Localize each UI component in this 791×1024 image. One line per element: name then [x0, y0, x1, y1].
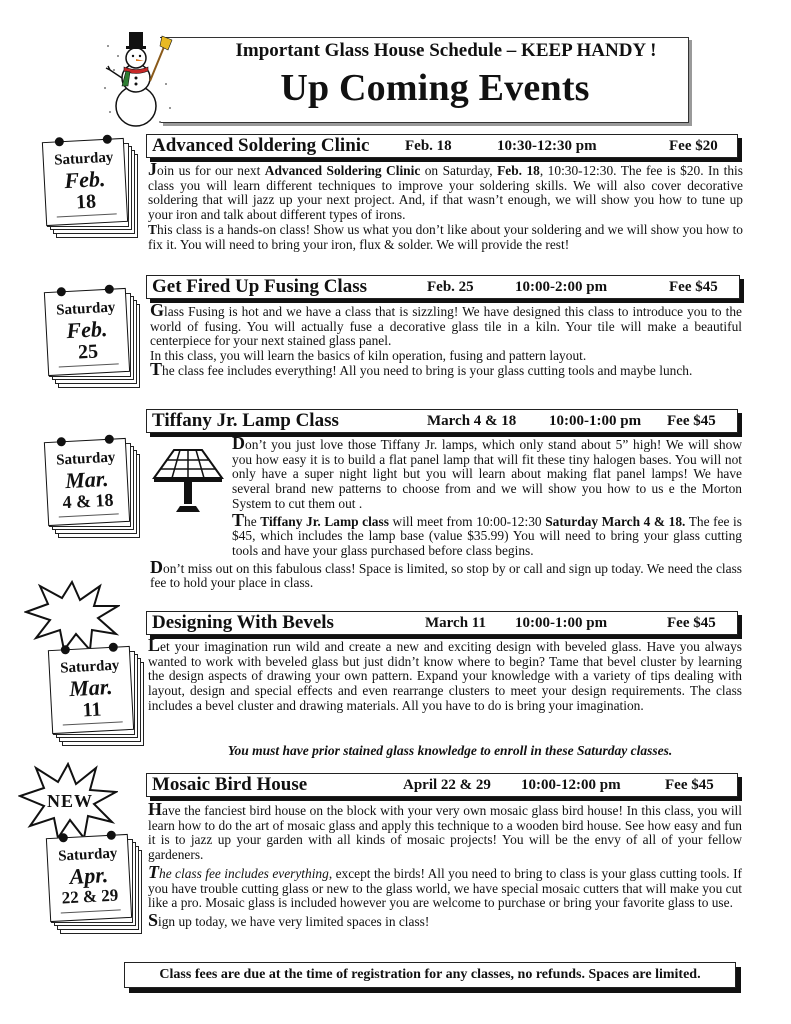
calendar-month: Mar. [68, 673, 114, 702]
calendar-number: 4 & 18 [62, 489, 114, 513]
calendar-event-2 [46, 290, 144, 390]
calendar-event-1 [44, 140, 142, 240]
calendar-month: Apr. [68, 862, 109, 889]
page-title: Up Coming Events [280, 67, 590, 109]
event-4-date: March 11 [425, 615, 486, 631]
event-3-date: March 4 & 18 [427, 413, 517, 429]
event-4-name: Designing With Bevels [152, 612, 334, 633]
header-subtitle: Important Glass House Schedule – KEEP HANDY ! [205, 40, 687, 62]
snowman-icon [100, 26, 176, 130]
event-2-fee: Fee $45 [669, 279, 718, 295]
event-2-name: Get Fired Up Fusing Class [152, 276, 368, 297]
footer-notice: Class fees are due at the time of registration for any classes, no refunds. Spaces are limited. [124, 962, 736, 988]
event-2-body: Glass Fusing is hot and we have a class that is sizzling! We have designed this class to introduce you to the world of fusing. You will actually fuse a decorative glass tile in a kiln. Your tile will make a beautiful centerpiece for your next stained glass panel. In this class, you will learn the basics of kiln operation, fusing and pattern layout. The class fee includes everything! All you need to bring is your glass cutting tools and maybe lunch. [150, 300, 742, 379]
event-1-name: Advanced Soldering Clinic [152, 135, 370, 156]
starburst-icon [24, 580, 120, 652]
calendar-day: Saturday [53, 149, 114, 169]
event-4-header [146, 611, 738, 635]
event-1-fee: Fee $20 [669, 138, 718, 154]
calendar-event-5 [48, 836, 146, 936]
calendar-number: 25 [77, 340, 99, 364]
calendar-event-3 [46, 440, 144, 540]
calendar-month: Feb. [65, 315, 108, 344]
event-5-time: 10:00-12:00 pm [521, 777, 621, 793]
event-3-name: Tiffany Jr. Lamp Class [152, 410, 339, 431]
event-2-date: Feb. 25 [427, 279, 474, 295]
event-2-header [146, 275, 740, 299]
calendar-month: Mar. [64, 465, 110, 494]
event-5-fee: Fee $45 [665, 777, 714, 793]
calendar-day: Saturday [57, 845, 118, 865]
event-3-fee: Fee $45 [667, 413, 716, 429]
event-4-fee: Fee $45 [667, 615, 716, 631]
event-3-body: Don’t you just love those Tiffany Jr. lamps, which only stand about 5” high! We will show you how easy it is to build a flat panel lamp that will fit these tiny halogen bases. You will not only have a super night light but you will learn about making flat panel lamps! We have several brand new patterns to choose from and we will show you how to us e the Morton System to cut them out . The Tiffany Jr. Lamp class will meet from 10:00-12:30 Saturday March 4 & 18. The fee is $45, which includes the lamp base (value $35.99) You will need to bring your glass cutting tools and have your glass purchased before class begins. Don’t miss out on this fabulous class! Space is limited, so stop by or call and sign up today. We need the class fee to hold your place in class. [150, 433, 742, 591]
event-1-time: 10:30-12:30 pm [497, 138, 597, 154]
event-1-date: Feb. 18 [405, 138, 452, 154]
calendar-event-4 [50, 648, 148, 748]
calendar-day: Saturday [59, 657, 120, 677]
prior-knowledge-note: You must have prior stained glass knowledge to enroll in these Saturday classes. [227, 743, 673, 758]
calendar-day: Saturday [55, 299, 116, 319]
event-4-body: Let your imagination run wild and create a new and exciting design with beveled glass. Have you always wanted to work with beveled glass but just didn’t know where to begin? Tame that bevel cluster by learning the design aspects of drawing your own pattern. Expand your knowledge with a variety of tips dealing with layout, design and special effects and even rearrange clusters to meet your design requirements. The class includes a bevel cluster and drawing materials. All you have to do is bring your imagination. [148, 635, 742, 713]
event-3-time: 10:00-1:00 pm [549, 413, 642, 429]
event-1-body: Join us for our next Advanced Soldering Clinic on Saturday, Feb. 18, 10:30-12:30. The fee is $20. In this class you will learn different techniques to improve your soldering skills. We will also cover decorative soldering that will jazz up your next project. And, if that wasn’t enough, we will show you how to tune up your iron and talk about different types of irons. This class is a hands-on class! Show us what you don’t like about your soldering and we will show you how to fix it. You will need to bring your iron, flux & solder. We will provide the rest! [148, 159, 743, 252]
event-1-header [146, 134, 738, 158]
calendar-number: 18 [75, 190, 97, 214]
event-2-time: 10:00-2:00 pm [515, 279, 608, 295]
new-badge: NEW [46, 791, 93, 811]
event-5-date: April 22 & 29 [403, 777, 491, 793]
calendar-number: 22 & 29 [61, 885, 119, 908]
calendar-number: 11 [82, 698, 103, 722]
calendar-month: Feb. [63, 165, 106, 194]
event-5-body: Have the fanciest bird house on the block with your very own mosaic glass bird house! In this class, you will learn how to do the art of mosaic glass and apply this technique to a wooden bird house. See how easy and fun it is to jazz up your garden with all kinds of mosaic projects! You will be the envy of all of your fellow gardeners. The class fee includes everything, except the birds! All you need to bring to class is your glass cutting tools. If you have trouble cutting glass or new to the glass world, we have special mosaic cutters that will make you cut like a pro. Mosaic glass is included however you are welcome to purchase or bring your favorite glass to use. Sign up today, we have very limited spaces in class! [148, 799, 742, 930]
event-4-time: 10:00-1:00 pm [515, 615, 608, 631]
event-5-header [146, 773, 738, 797]
calendar-day: Saturday [55, 449, 116, 469]
event-5-name: Mosaic Bird House [152, 774, 308, 795]
event-3-header [146, 409, 738, 433]
